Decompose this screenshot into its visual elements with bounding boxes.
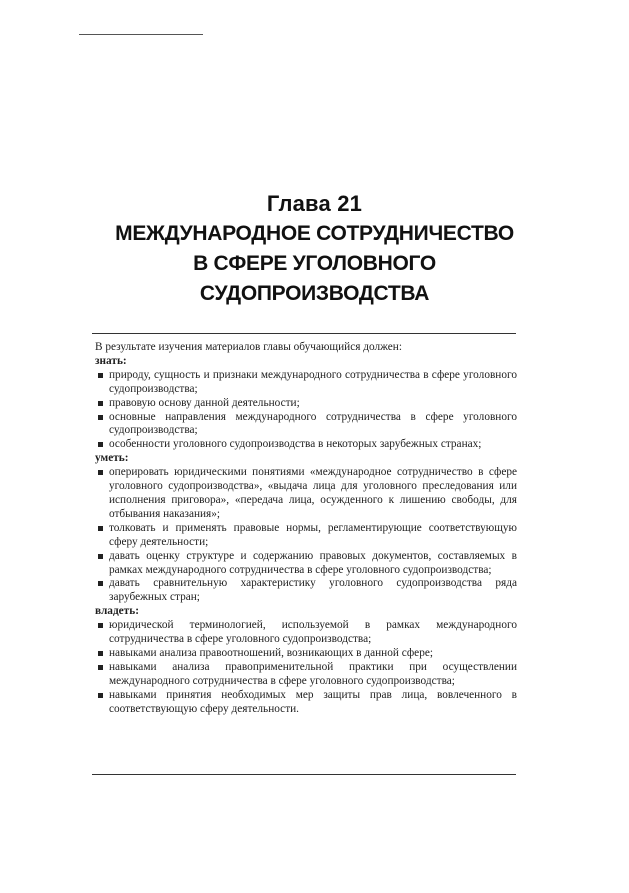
list-item: юридической терминологией, используемой в рамках международного сотрудничества в сфере уголовного судопроизводства; — [95, 619, 517, 647]
chapter-number: Глава 21 — [266, 191, 363, 216]
list-item: природу, сущность и признаки международного сотрудничества в сфере уголовного судопроизводства; — [95, 369, 517, 397]
chapter-title — [0, 219, 629, 309]
group-label-can: уметь: — [95, 452, 129, 465]
header-rule — [79, 34, 203, 35]
list-item: толковать и применять правовые нормы, регламентирующие соответствующую сферу деятельности; — [95, 522, 517, 550]
chapter-title-line: В СФЕРЕ УГОЛОВНОГО — [193, 252, 436, 275]
list-item: давать оценку структуре и содержанию правовых документов, составляемых в рамках международного сотрудничества в сфере уголовного судопроизводства; — [95, 550, 517, 578]
list-item: навыками принятия необходимых мер защиты прав лица, вовлеченного в соответствующую сферу деятельности. — [95, 689, 517, 717]
objectives-intro: В результате изучения материалов главы обучающийся должен: — [95, 341, 402, 353]
list-item: основные направления международного сотрудничества в сфере уголовного судопроизводства; — [95, 411, 517, 439]
list-item: оперировать юридическими понятиями «международное сотрудничество в сфере уголовного судопроизводства», «выдача лица для уголовного преследования или исполнения приговора», «передача лица, осужденного к лишению свободы, для отбывания наказания»; — [95, 466, 517, 522]
learning-objectives — [95, 341, 517, 716]
chapter-title-line: СУДОПРОИЗВОДСТВА — [199, 282, 430, 305]
list-item: навыками анализа правоотношений, возникающих в данной сфере; — [95, 647, 517, 661]
list-item: правовую основу данной деятельности; — [95, 397, 517, 411]
group-label-know: знать: — [95, 354, 127, 367]
objectives-bottom-rule — [92, 774, 516, 775]
list-item: навыками анализа правоприменительной практики при осуществлении международного сотрудничества в сфере уголовного судопроизводства; — [95, 661, 517, 689]
list-item: особенности уголовного судопроизводства в некоторых зарубежных странах; — [95, 438, 517, 452]
know-list — [95, 369, 517, 452]
master-list — [95, 619, 517, 716]
chapter-title-line: МЕЖДУНАРОДНОЕ СОТРУДНИЧЕСТВО — [115, 222, 514, 245]
can-list — [95, 466, 517, 605]
objectives-top-rule — [92, 333, 516, 334]
group-label-master: владеть: — [95, 605, 139, 618]
list-item: давать сравнительную характеристику уголовного судопроизводства ряда зарубежных стран; — [95, 577, 517, 605]
